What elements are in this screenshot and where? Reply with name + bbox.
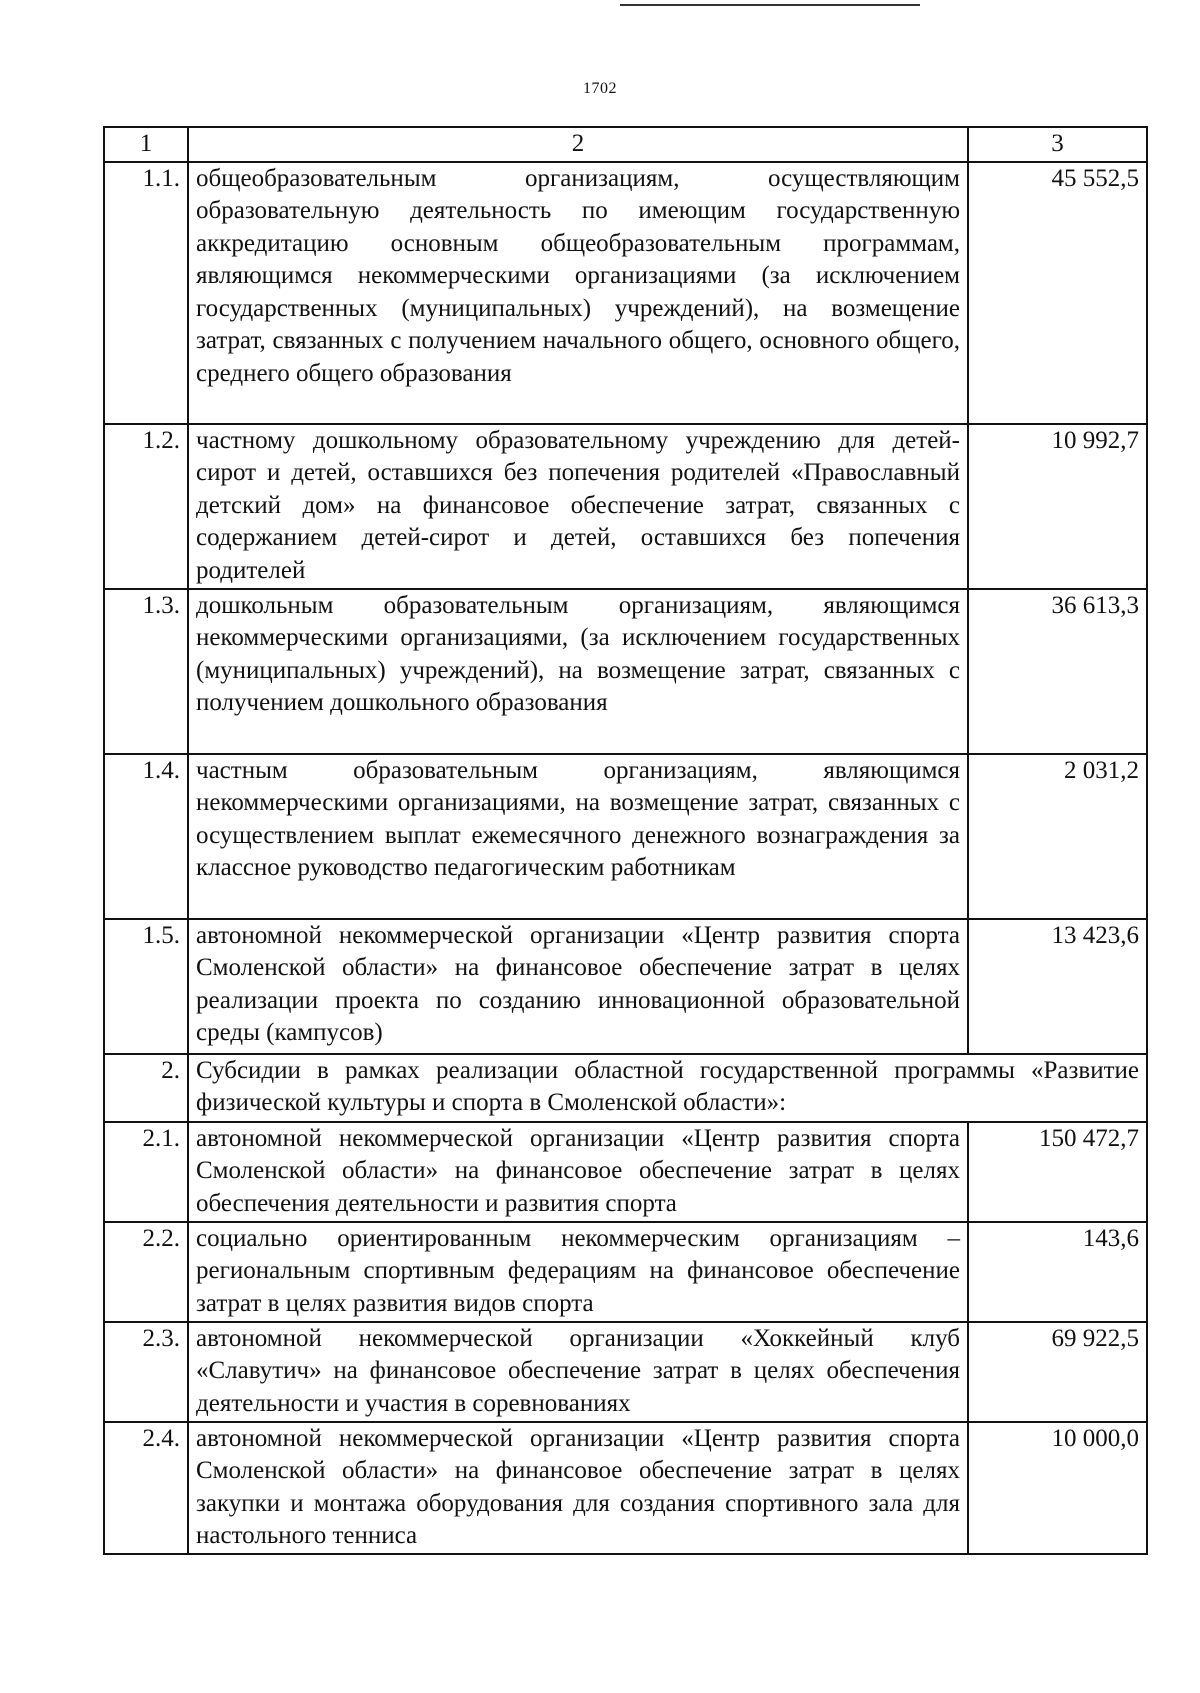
row-description: частным образовательным организациям, являющимся некоммерческими организациями, на возмещение затрат, связанных с осуществлением выплат ежемесячного денежного вознаграждения за классное руководство педагогическим работникам [188, 754, 968, 919]
page-number: 1702 [583, 80, 617, 97]
row-amount: 143,6 [968, 1222, 1147, 1322]
row-description: частному дошкольному образовательному учреждению для детей-сирот и детей, оставшихся без попечения родителей «Православный детский дом» на финансовое обеспечение затрат, связанных с содержанием детей-сирот и детей, оставшихся без попечения родителей [188, 424, 968, 589]
row-number: 2.1. [104, 1122, 188, 1222]
row-description: общеобразовательным организациям, осуществляющим образовательную деятельность по имеющим государственную аккредитацию основным общеобразовательным программам, являющимся некоммерческими организациями (за исключением государственных (муниципальных) учреждений), на возмещение затрат, связанных с получением начального общего, основного общего, среднего общего образования [188, 162, 968, 424]
row-description: автономной некоммерческой организации «Центр развития спорта Смоленской области» на финансовое обеспечение затрат в целях обеспечения деятельности и развития спорта [188, 1122, 968, 1222]
row-description: автономной некоммерческой организации «Центр развития спорта Смоленской области» на финансовое обеспечение затрат в целях реализации проекта по созданию инновационной образовательной среды (кампусов) [188, 919, 968, 1054]
header-col-3: 3 [968, 127, 1147, 162]
row-amount: 150 472,7 [968, 1122, 1147, 1222]
table-row [104, 424, 1147, 589]
table-header-row [104, 127, 1147, 162]
row-amount: 36 613,3 [968, 589, 1147, 754]
section-title: Субсидии в рамках реализации областной государственной программы «Развитие физической культуры и спорта в Смоленской области»: [188, 1054, 1147, 1122]
row-number: 2.2. [104, 1222, 188, 1322]
table-row [104, 1422, 1147, 1554]
row-description: автономной некоммерческой организации «Центр развития спорта Смоленской области» на финансовое обеспечение затрат в целях закупки и монтажа оборудования для создания спортивного зала для настольного тенниса [188, 1422, 968, 1554]
row-amount: 2 031,2 [968, 754, 1147, 919]
row-description: автономной некоммерческой организации «Хоккейный клуб «Славутич» на финансовое обеспечение затрат в целях обеспечения деятельности и участия в соревнованиях [188, 1322, 968, 1422]
row-amount: 10 000,0 [968, 1422, 1147, 1554]
table-row [104, 1322, 1147, 1422]
table-row [104, 162, 1147, 424]
row-number: 1.4. [104, 754, 188, 919]
row-number: 1.5. [104, 919, 188, 1054]
header-col-2: 2 [188, 127, 968, 162]
section-row [104, 1054, 1147, 1122]
section-number: 2. [104, 1054, 188, 1122]
row-amount: 69 922,5 [968, 1322, 1147, 1422]
row-number: 2.4. [104, 1422, 188, 1554]
row-number: 1.3. [104, 589, 188, 754]
row-number: 1.2. [104, 424, 188, 589]
header-col-1: 1 [104, 127, 188, 162]
row-description: социально ориентированным некоммерческим организациям – региональным спортивным федерациям на финансовое обеспечение затрат в целях развития видов спорта [188, 1222, 968, 1322]
row-number: 1.1. [104, 162, 188, 424]
row-amount: 10 992,7 [968, 424, 1147, 589]
table-row [104, 919, 1147, 1054]
table-row [104, 1222, 1147, 1322]
row-description: дошкольным образовательным организациям, являющимся некоммерческими организациями, (за исключением государственных (муниципальных) учреждений), на возмещение затрат, связанных с получением дошкольного образования [188, 589, 968, 754]
row-amount: 13 423,6 [968, 919, 1147, 1054]
row-number: 2.3. [104, 1322, 188, 1422]
subsidy-table [103, 126, 1148, 1555]
table-row [104, 754, 1147, 919]
row-amount: 45 552,5 [968, 162, 1147, 424]
table-row [104, 1122, 1147, 1222]
scan-top-rule [620, 4, 920, 6]
table-row [104, 589, 1147, 754]
